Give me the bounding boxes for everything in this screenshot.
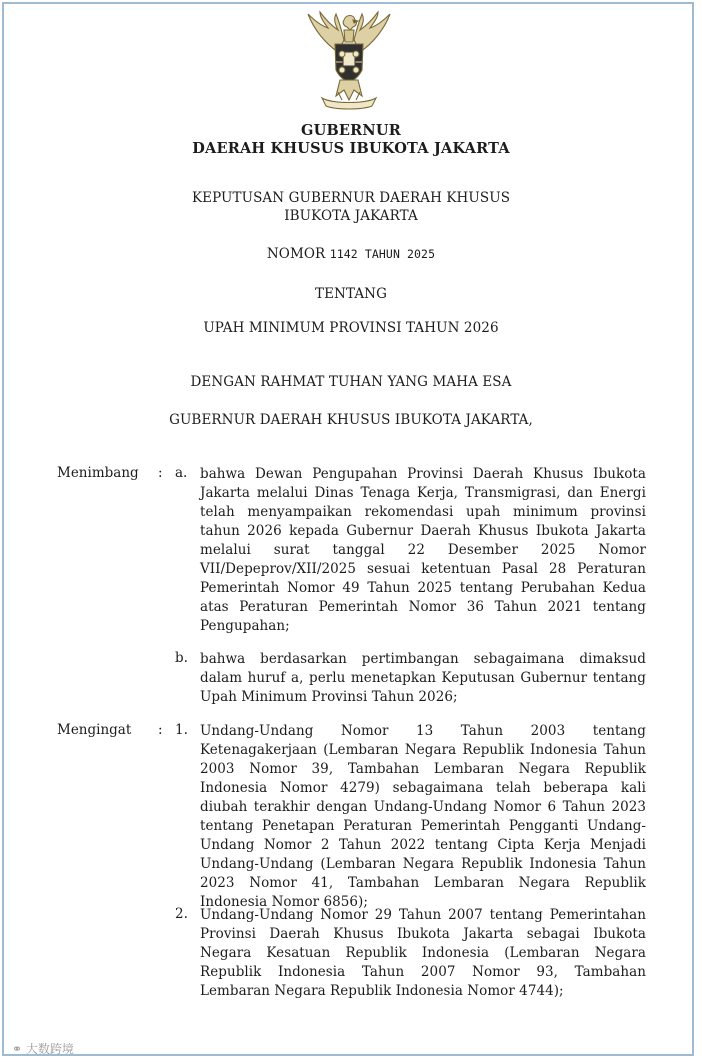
header-gubernur: GUBERNUR [301,122,401,139]
mengingat-colon: : [158,722,163,738]
mengingat-item-1: Undang-Undang Nomor 13 Tahun 2003 tentang Ketenagakerjaan (Lembaran Negara Republik Indonesia Tahun 2003 Nomor 39, Tambahan Lembaran Negara Republik Indonesia Nomor 4279) sebagaimana telah beberapa kali diubah terakhir dengan Undang-Undang Nomor 6 Tahun 2023 tentang Penetapan Peraturan Pemerintah Pengganti Undang-Undang Nomor 2 Tahun 2022 tentang Cipta Kerja Menjadi Undang-Undang (Lembaran Negara Republik Indonesia Tahun 2023 Nomor 41, Tambahan Lembaran Negara Republik Indonesia Nomor 6856); [200,723,646,910]
nomor-label: NOMOR [266,246,326,262]
watermark-icon: ⚭ [12,1042,23,1056]
decree-title-line1: KEPUTUSAN GUBERNUR DAERAH KHUSUS [191,190,511,206]
mengingat-label: Mengingat [57,722,132,738]
watermark-logo [12,1040,74,1057]
header-region: DAERAH KHUSUS IBUKOTA JAKARTA [192,140,510,157]
mengingat-marker-2: 2. [175,906,188,922]
preamble-line1: DENGAN RAHMAT TUHAN YANG MAHA ESA [190,374,512,390]
mengingat-item-2: Undang-Undang Nomor 29 Tahun 2007 tentang Pemerintahan Provinsi Daerah Khusus Ibukota Jakarta sebagai Ibukota Negara Kesatuan Republik Indonesia (Lembaran Negara Republik Indonesia Tahun 2007 Nomor 93, Tambahan Lembaran Negara Republik Indonesia Nomor 4744); [200,907,646,999]
decree-title-line2: IBUKOTA JAKARTA [284,208,418,224]
menimbang-marker-a: a. [175,465,188,481]
mengingat-marker-1: 1. [175,722,188,738]
menimbang-label: Menimbang [57,465,139,481]
menimbang-colon: : [158,465,163,481]
nomor-value: 1142 TAHUN 2025 [329,247,436,261]
preamble-line2: GUBERNUR DAERAH KHUSUS IBUKOTA JAKARTA, [169,412,533,428]
watermark-text: 大数跨境 [25,1042,74,1056]
garuda-emblem-icon [298,8,400,114]
menimbang-item-a: bahwa Dewan Pengupahan Provinsi Daerah Khusus Ibukota Jakarta melalui Dinas Tenaga Kerja, Transmigrasi, dan Energi telah menyampaikan rekomendasi upah minimum provinsi tahun 2026 kepada Gubernur Daerah Khusus Ibukota Jakarta melalui surat tanggal 22 Desember 2025 Nomor VII/Depeprov/XII/2025 sesuai ketentuan Pasal 28 Peraturan Pemerintah Nomor 49 Tahun 2025 tentang Perubahan Kedua atas Peraturan Pemerintah Nomor 36 Tahun 2021 tentang Pengupahan; [200,466,646,634]
menimbang-marker-b: b. [175,650,188,666]
decree-number [0,246,702,262]
decree-subject: UPAH MINIMUM PROVINSI TAHUN 2026 [203,320,499,336]
tentang-heading: TENTANG [315,286,387,302]
menimbang-item-b: bahwa berdasarkan pertimbangan sebagaimana dimaksud dalam huruf a, perlu menetapkan Keputusan Gubernur tentang Upah Minimum Provinsi Tahun 2026; [200,651,646,705]
